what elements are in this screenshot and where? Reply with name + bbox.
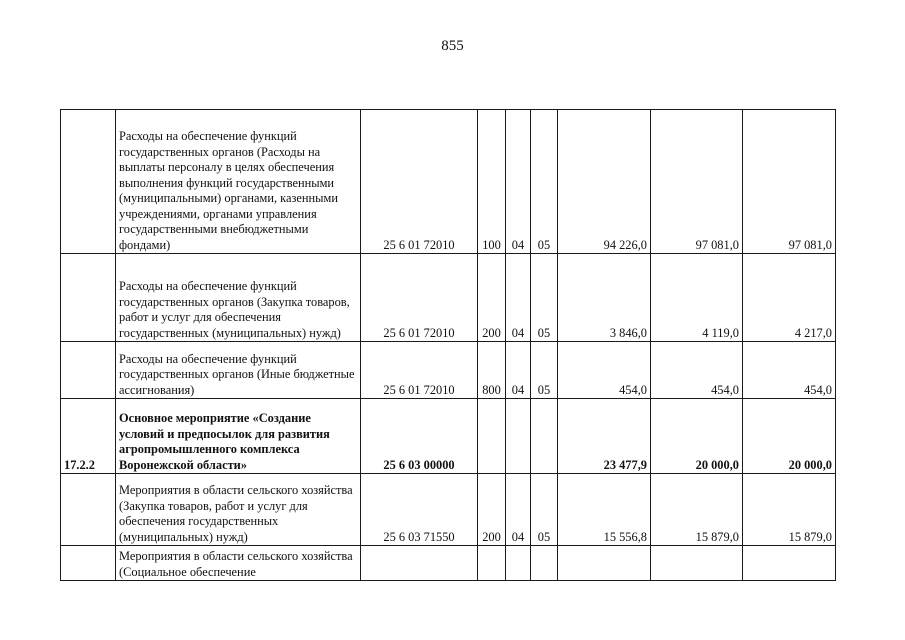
row-name: Расходы на обеспечение функций государственных органов (Иные бюджетные ассигнования) [116,342,361,399]
row-name: Мероприятия в области сельского хозяйства (Социальное обеспечение [116,546,361,581]
page-number: 855 [441,38,464,54]
row-name: Расходы на обеспечение функций государственных органов (Закупка товаров, работ и услуг для обеспечения государственных (муниципальных) нужд) [116,254,361,342]
amount-year-2: 4 119,0 [651,254,743,342]
expense-type-code: 200 [478,474,506,546]
target-article-code: 25 6 03 71550 [361,474,478,546]
row-number: 17.2.2 [61,399,116,474]
row-name: Расходы на обеспечение функций государственных органов (Расходы на выплаты персоналу в целях обеспечения выполнения функций государственными (муниципальными) органами, казенными учреждениями, органами управления государственными внебюджетными фондами) [116,110,361,254]
table-row [61,546,836,581]
amount-year-1: 94 226,0 [558,110,651,254]
section-code: 04 [506,342,531,399]
table-row [61,254,836,342]
amount-year-2: 454,0 [651,342,743,399]
row-name: Основное мероприятие «Создание условий и предпосылок для развития агропромышленного комплекса Воронежской области» [116,399,361,474]
target-article-code: 25 6 01 72010 [361,254,478,342]
amount-year-2 [651,546,743,581]
table-row [61,399,836,474]
amount-year-2: 20 000,0 [651,399,743,474]
amount-year-1: 15 556,8 [558,474,651,546]
amount-year-3 [743,546,836,581]
expense-type-code [478,546,506,581]
section-code [506,399,531,474]
target-article-code: 25 6 01 72010 [361,342,478,399]
expense-type-code: 100 [478,110,506,254]
section-code: 04 [506,110,531,254]
amount-year-1 [558,546,651,581]
target-article-code [361,546,478,581]
amount-year-1: 23 477,9 [558,399,651,474]
subsection-code [531,546,558,581]
row-number [61,474,116,546]
budget-table [60,109,836,581]
amount-year-2: 15 879,0 [651,474,743,546]
amount-year-2: 97 081,0 [651,110,743,254]
row-number [61,254,116,342]
section-code: 04 [506,474,531,546]
amount-year-1: 454,0 [558,342,651,399]
section-code [506,546,531,581]
amount-year-3: 454,0 [743,342,836,399]
target-article-code: 25 6 01 72010 [361,110,478,254]
amount-year-1: 3 846,0 [558,254,651,342]
subsection-code: 05 [531,474,558,546]
section-code: 04 [506,254,531,342]
table-row [61,342,836,399]
table-row [61,110,836,254]
expense-type-code: 200 [478,254,506,342]
expense-type-code [478,399,506,474]
table-row [61,474,836,546]
amount-year-3: 15 879,0 [743,474,836,546]
amount-year-3: 4 217,0 [743,254,836,342]
amount-year-3: 97 081,0 [743,110,836,254]
subsection-code: 05 [531,110,558,254]
amount-year-3: 20 000,0 [743,399,836,474]
subsection-code [531,399,558,474]
subsection-code: 05 [531,342,558,399]
target-article-code: 25 6 03 00000 [361,399,478,474]
row-number [61,342,116,399]
row-number [61,546,116,581]
expense-type-code: 800 [478,342,506,399]
row-number [61,110,116,254]
subsection-code: 05 [531,254,558,342]
row-name: Мероприятия в области сельского хозяйства (Закупка товаров, работ и услуг для обеспечения государственных (муниципальных) нужд) [116,474,361,546]
